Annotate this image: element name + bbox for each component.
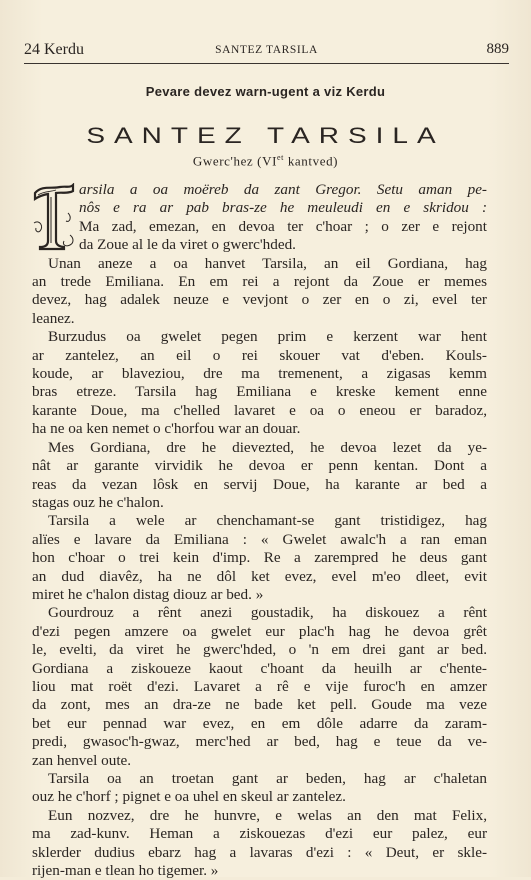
running-head-title: SANTEZ TARSILA xyxy=(215,44,318,56)
body-line: da Zoue al le da viret o gwerc'hded. xyxy=(79,236,296,254)
body-line: liou mat roët d'ezi. Lavaret a rê e vije furoc'h en amzer xyxy=(32,677,487,695)
body-line: zan henvel oute. xyxy=(32,751,132,769)
article-subtitle xyxy=(0,153,531,169)
body-line: rijen-man e tlean ho tigemer. » xyxy=(32,862,219,880)
body-line: karante Doue, ma c'helled lavaret e oa o eneou er baradoz, xyxy=(32,401,487,419)
body-line: Eun nozvez, dre he hunvre, e welas an den mat Felix, xyxy=(48,806,487,824)
body-line: Tarsila oa an troetan gant ar beden, hag ar c'haletan xyxy=(48,770,487,787)
body-line: alïes e lavare da Emiliana : « Gwelet awalc'h a ran eman xyxy=(32,530,487,548)
body-line: leanez. xyxy=(32,309,75,327)
body-line: d'ezi pegen amzere oa gwelet eur plac'h hag he devoa grêt xyxy=(32,622,487,640)
body-line: hon c'hoar o trei kein d'imp. Re a zarempred he deus gant xyxy=(32,549,487,567)
body-line: bet eur pennad war evez, en em dôle adarre da zaram- xyxy=(32,714,487,732)
page-number: 889 xyxy=(486,41,509,57)
body-line: nât ar garante virvidik he devoa er penn kentan. Dont a xyxy=(32,457,487,475)
subtitle-sup: et xyxy=(277,153,284,162)
subtitle-post: kantved) xyxy=(283,153,339,169)
body-line: sklerder dudius ebarz hag a lavaras d'ezi : « Deut, er sklе- xyxy=(32,843,487,861)
body-line: Gourdrouz a rênt anezi goustadik, ha diskouez a rênt xyxy=(48,604,487,622)
body-line: arsila a oa moëreb da zant Gregor. Setu aman pe- xyxy=(79,181,487,198)
body-line: reas da vezan lôsk en servij Doue, ha karante ar bed a xyxy=(32,475,487,493)
body-line: Gordiana a ziskoueze kaout c'hoant da heuilh ar c'hente- xyxy=(32,659,487,677)
body-line: Mes Gordiana, dre he dievezted, he devoa lezet da ye- xyxy=(48,438,487,456)
body-line: da zont, mes an dra-ze ne bade ket pell. Goude ma veze xyxy=(32,696,487,714)
running-head xyxy=(24,41,509,64)
body-line: ha ne oa ken nemet o c'horfou war an douar. xyxy=(32,420,301,438)
subtitle-pre: Gwerc'hez (VI xyxy=(192,153,277,169)
body-line: ma zad-kunv. Heman a ziskouezas d'ezi eur palez, eur xyxy=(32,825,487,843)
body-line: an dud diavêz, ha ne dôl ket evez, evel m'eo dleet, evit xyxy=(32,567,487,585)
kicker: Pevare devez warn-ugent a viz Kerdu xyxy=(145,84,386,99)
body-line: Unan aneze a oa hanvet Tarsila, an eil Gordiana, hag xyxy=(48,254,487,272)
body-line: Burzudus oa gwelet pegen prim e kerzent war hent xyxy=(48,328,487,346)
body-line: an trede Emiliana. En em rei a rejont da Zoue er memes xyxy=(32,273,487,291)
body-line: nôs e ra ar pab bras-ze he meuleudi en e skridou : xyxy=(79,199,487,217)
article-body xyxy=(32,181,487,880)
body-line: stagas ouz he c'halon. xyxy=(32,493,164,511)
body-line: miret he c'halon distag diouz ar bed. » xyxy=(32,585,264,603)
body-line: koude, ar blaveziou, dre ma tremenent, a zigasas kemm xyxy=(32,365,487,383)
body-line: predi, gwasoc'h-gwaz, merc'hed ar bed, hag e teue da ve- xyxy=(32,733,487,751)
body-line: ouz he c'horf ; pignet e oa uhel en skeul ar zantelez. xyxy=(32,788,346,806)
running-head-left: 24 Kerdu xyxy=(24,41,84,58)
article-title: SANTEZ TARSILA xyxy=(86,123,445,148)
body-line: le, evelti, da viret he gwerc'hded, o 'n em drei gant ar bed. xyxy=(32,641,487,659)
body-line: Ma zad, emezan, en devoa ter c'hoar ; o zer e rejont xyxy=(79,217,487,235)
body-line: devez, hag adalek neuze e vevjont o zer en o zi, evel ter xyxy=(32,291,487,309)
body-line: bras etreze. Tarsila hag Emiliana e kreske kement enne xyxy=(32,383,487,401)
body-line: Tarsila a wele ar chenchamant-se gant tristidigez, hag xyxy=(48,512,487,530)
body-line: ar zantelez, an eil o rei skouer vat d'eben. Kouls- xyxy=(32,346,487,364)
